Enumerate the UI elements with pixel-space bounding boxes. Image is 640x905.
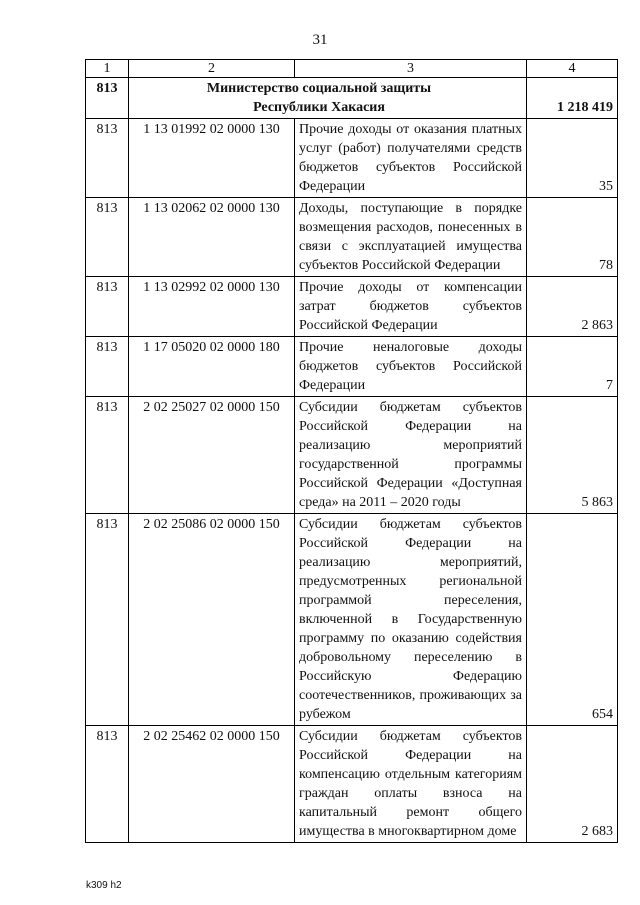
row-description: Субсидии бюджетам субъектов Российской Федерации на компенсацию отдельным категориям граждан оплаты взноса на капитальный ремонт общего имущества в многоквартирном доме [295,726,527,843]
row-classification-code: 1 17 05020 02 0000 180 [129,337,295,397]
row-classification-code: 1 13 01992 02 0000 130 [129,119,295,198]
table-row [86,397,618,514]
row-admin-code: 813 [86,514,129,726]
table-row [86,119,618,198]
table-row [86,337,618,397]
table-row [86,726,618,843]
row-admin-code: 813 [86,277,129,337]
row-description: Прочие доходы от оказания платных услуг (работ) получателями средств бюджетов субъектов Российской Федерации [295,119,527,198]
ministry-row [86,78,618,119]
row-classification-code: 2 02 25027 02 0000 150 [129,397,295,514]
row-description: Субсидии бюджетам субъектов Российской Федерации на реализацию мероприятий, предусмотренных региональной программой переселения, включенной в Государственную программу по оказанию содействия добровольному переселению в Российскую Федерацию соотечественников, проживающих за рубежом [295,514,527,726]
ministry-amount: 1 218 419 [527,78,618,119]
table-row [86,198,618,277]
row-admin-code: 813 [86,198,129,277]
column-header-2: 2 [129,60,295,78]
row-description: Доходы, поступающие в порядке возмещения расходов, понесенных в связи с эксплуатацией имущества субъектов Российской Федерации [295,198,527,277]
row-classification-code: 2 02 25086 02 0000 150 [129,514,295,726]
row-admin-code: 813 [86,119,129,198]
row-admin-code: 813 [86,726,129,843]
row-classification-code: 2 02 25462 02 0000 150 [129,726,295,843]
ministry-name: Министерство социальной защиты Республики Хакасия [129,78,527,119]
column-header-4: 4 [527,60,618,78]
row-admin-code: 813 [86,397,129,514]
row-classification-code: 1 13 02062 02 0000 130 [129,198,295,277]
row-classification-code: 1 13 02992 02 0000 130 [129,277,295,337]
row-admin-code: 813 [86,337,129,397]
row-amount: 654 [527,514,618,726]
column-header-1: 1 [86,60,129,78]
row-amount: 7 [527,337,618,397]
ministry-admin-code: 813 [86,78,129,119]
page-number: 31 [312,32,328,48]
row-description: Субсидии бюджетам субъектов Российской Федерации на реализацию мероприятий государственной программы Российской Федерации «Доступная среда» на 2011 – 2020 годы [295,397,527,514]
row-amount: 2 683 [527,726,618,843]
column-header-3: 3 [295,60,527,78]
table-header-row [86,60,618,78]
row-amount: 35 [527,119,618,198]
table-row [86,277,618,337]
table-row [86,514,618,726]
row-description: Прочие доходы от компенсации затрат бюджетов субъектов Российской Федерации [295,277,527,337]
revenue-table [85,59,618,843]
row-amount: 2 863 [527,277,618,337]
row-description: Прочие неналоговые доходы бюджетов субъектов Российской Федерации [295,337,527,397]
row-amount: 78 [527,198,618,277]
footer-code: k309 h2 [86,880,122,891]
row-amount: 5 863 [527,397,618,514]
